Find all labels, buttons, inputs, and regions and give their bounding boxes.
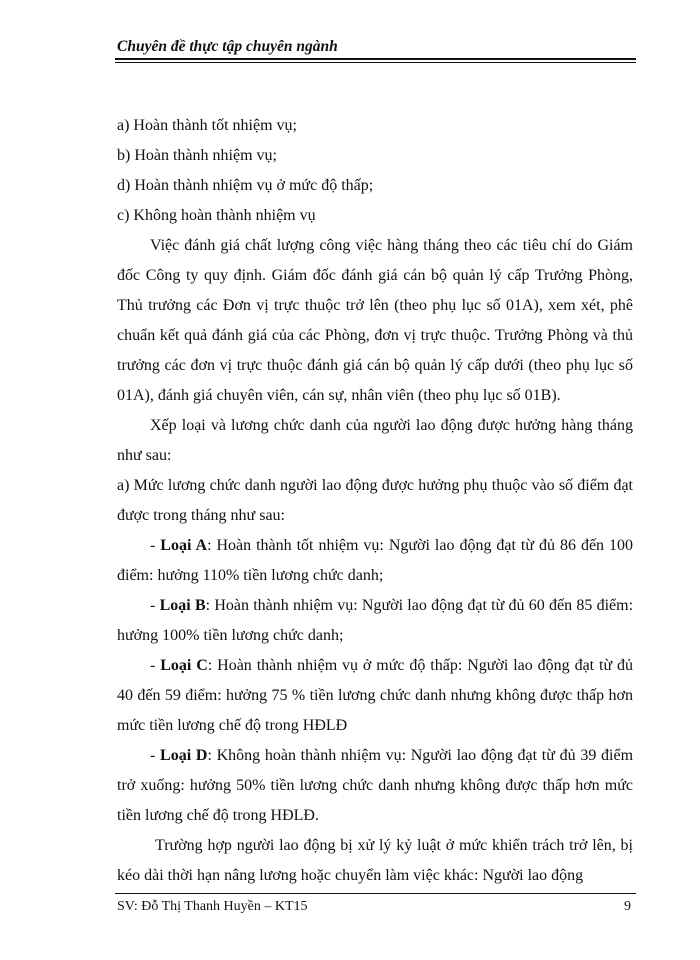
grade-label: Loại B: [159, 597, 206, 614]
grade-prefix: -: [150, 597, 160, 614]
list-item: a) Hoàn thành tốt nhiệm vụ;: [117, 117, 297, 134]
footer-author: SV: Đỗ Thị Thanh Huyền – KT15: [117, 899, 308, 914]
document-body: [117, 111, 633, 891]
list-item: b) Hoàn thành nhiệm vụ;: [117, 147, 277, 164]
footer-rule: [115, 893, 636, 894]
grade-label: Loại D: [160, 747, 208, 764]
grade-item-b: [117, 591, 633, 651]
grade-label: Loại A: [160, 537, 208, 554]
running-header-title: Chuyên đề thực tập chuyên ngành: [117, 38, 338, 55]
grade-text: : Không hoàn thành nhiệm vụ: Người lao động đạt từ đủ 39 điểm trở xuống: hưởng 50% tiền lương chức danh nhưng không được thấp hơn mức tiền lương chế độ trong HĐLĐ.: [117, 747, 634, 824]
grade-text: : Hoàn thành tốt nhiệm vụ: Người lao động đạt từ đủ 86 đến 100 điểm: hưởng 110% tiền lương chức danh;: [117, 537, 634, 584]
grade-prefix: -: [150, 657, 161, 674]
header-rule-thin: [115, 62, 636, 63]
grade-text: : Hoàn thành nhiệm vụ: Người lao động đạt từ đủ 60 đến 85 điểm: hưởng 100% tiền lương chức danh;: [117, 597, 634, 644]
list-item: c) Không hoàn thành nhiệm vụ: [117, 207, 316, 224]
grade-item-a: [117, 531, 633, 591]
paragraph-discipline: Trường hợp người lao động bị xử lý kỷ luật ở mức khiển trách trở lên, bị kéo dài thời hạn nâng lương hoặc chuyển làm việc khác: Người lao động: [117, 837, 633, 884]
paragraph-salary-level: a) Mức lương chức danh người lao động được hưởng phụ thuộc vào số điểm đạt được trong tháng như sau:: [117, 477, 633, 524]
paragraph-classification: Xếp loại và lương chức danh của người lao động được hưởng hàng tháng như sau:: [117, 417, 633, 464]
grade-label: Loại C: [160, 657, 208, 674]
grade-text: : Hoàn thành nhiệm vụ ở mức độ thấp: Người lao động đạt từ đủ 40 đến 59 điểm: hưởng 75 % tiền lương chức danh nhưng không được thấp hơn mức tiền lương chế độ trong HĐLĐ: [117, 657, 634, 734]
grade-prefix: -: [150, 537, 161, 554]
grade-item-d: [117, 741, 633, 831]
header-rule-thick: [115, 58, 636, 60]
grade-prefix: -: [150, 747, 161, 764]
page-number: 9: [624, 899, 631, 914]
paragraph-evaluation: Việc đánh giá chất lượng công việc hàng tháng theo các tiêu chí do Giám đốc Công ty quy định. Giám đốc đánh giá cán bộ quản lý cấp Trưởng Phòng, Thủ trưởng các Đơn vị trực thuộc trở lên (theo phụ lục số 01A), xem xét, phê chuẩn kết quả đánh giá của các Phòng, đơn vị trực thuộc. Trưởng Phòng và thủ trưởng các đơn vị trực thuộc đánh giá cán bộ quản lý cấp dưới (theo phụ lục số 01A), đánh giá chuyên viên, cán sự, nhân viên (theo phụ lục số 01B).: [117, 237, 633, 404]
list-item: d) Hoàn thành nhiệm vụ ở mức độ thấp;: [117, 177, 374, 194]
grade-item-c: [117, 651, 633, 741]
